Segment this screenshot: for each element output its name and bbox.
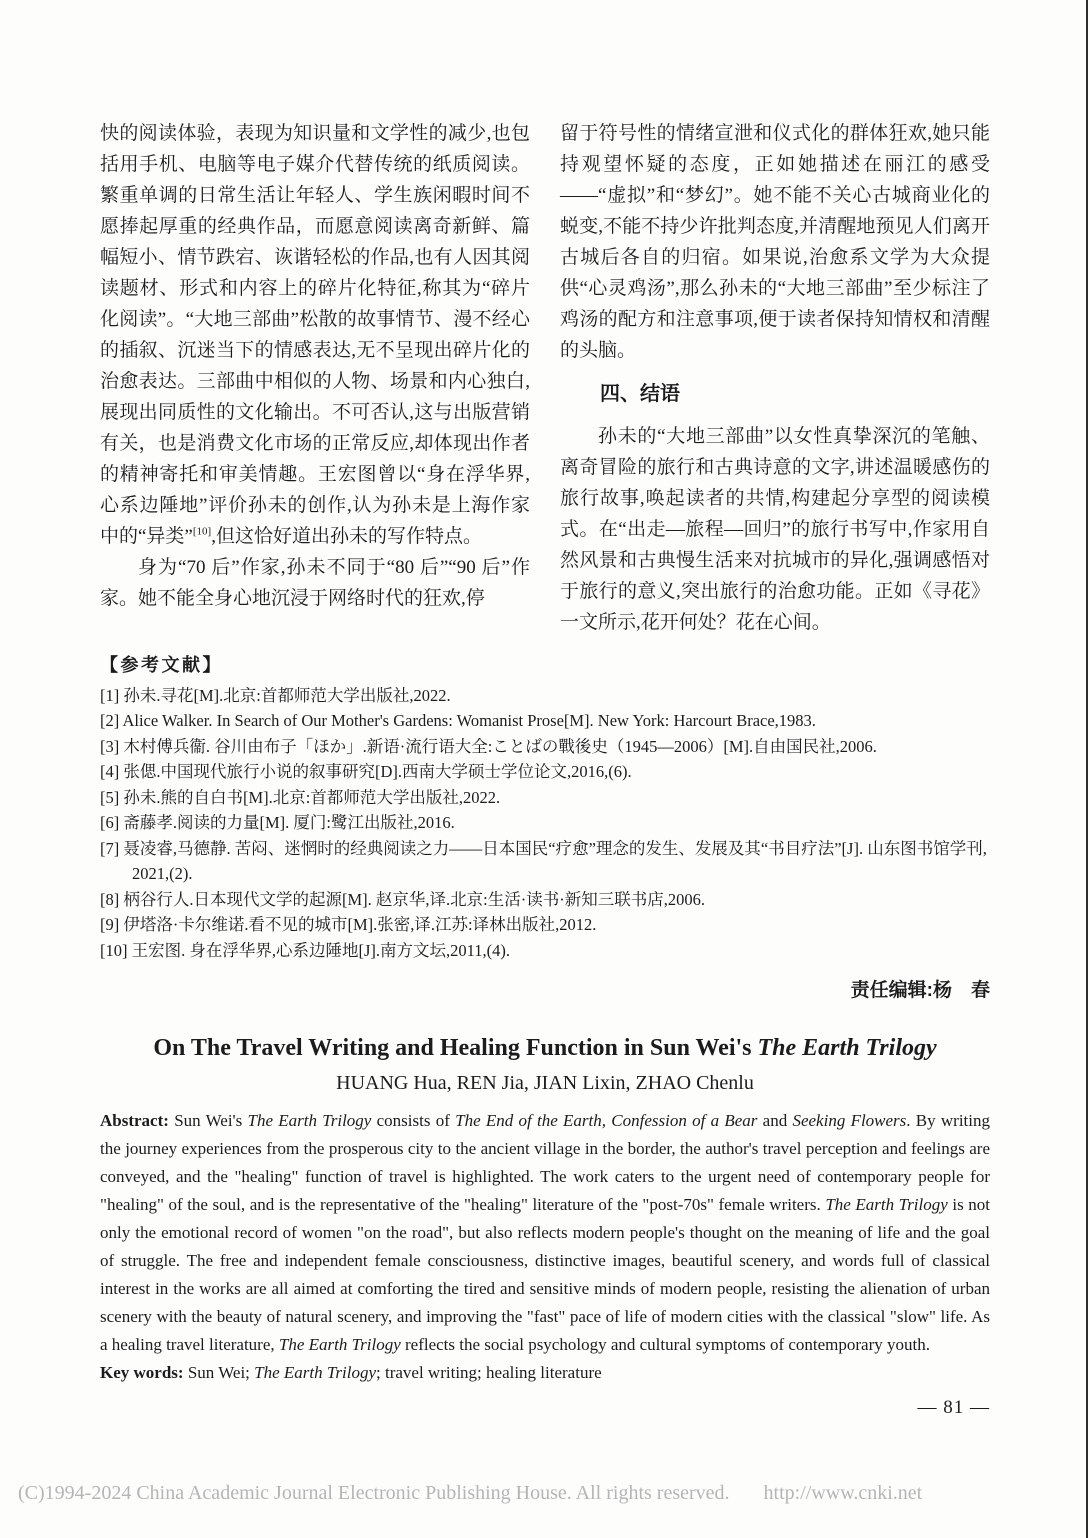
body-paragraph: 身为“70 后”作家,孙未不同于“80 后”“90 后”作家。她不能全身心地沉浸于网络时代的狂欢,停 <box>100 557 530 609</box>
body-paragraph: 留于符号性的情绪宣泄和仪式化的群体狂欢,她只能持观望怀疑的态度，正如她描述在丽江的感受——“虚拟”和“梦幻”。她不能不关心古城商业化的蜕变,不能不持少许批判态度,并清醒地预见人们离开古城后各自的归宿。如果说,治愈系文学为大众提供“心灵鸡汤”,那么孙未的“大地三部曲”至少标注了鸡汤的配方和注意事项,便于读者保持知情权和清醒的头脑。 <box>560 123 990 361</box>
english-keywords: Key words: Sun Wei; The Earth Trilogy; travel writing; healing literature <box>100 1363 602 1382</box>
reference-item: [2] Alice Walker. In Search of Our Mother's Gardens: Womanist Prose[M]. New York: Harcourt Brace,1983. <box>100 711 816 730</box>
english-title: On The Travel Writing and Healing Function in Sun Wei's The Earth Trilogy <box>153 1035 937 1061</box>
reference-item: [6] 斋藤孝.阅读的力量[M]. 厦门:鹭江出版社,2016. <box>100 813 455 832</box>
body-paragraph: 快的阅读体验，表现为知识量和文学性的减少,也包括用手机、电脑等电子媒介代替传统的纸质阅读。繁重单调的日常生活让年轻人、学生族闲暇时间不愿捧起厚重的经典作品，而愿意阅读离奇新鲜、篇幅短小、情节跌宕、诙谐轻松的作品,也有人因其阅读题材、形式和内容上的碎片化特征,称其为“碎片化阅读”。“大地三部曲”松散的故事情节、漫不经心的插叙、沉迷当下的情感表达,无不呈现出碎片化的治愈表达。三部曲中相似的人物、场景和内心独白,展现出同质性的文化输出。不可否认,这与出版营销有关，也是消费文化市场的正常反应,却体现出作者的精神寄托和审美情趣。王宏图曾以“身在浮华界,心系边陲地”评价孙未的创作,认为孙未是上海作家中的“异类”[10],但这恰好道出孙未的写作特点。 <box>100 123 530 547</box>
reference-item: [1] 孙未.寻花[M].北京:首都师范大学出版社,2022. <box>100 685 451 705</box>
reference-item: [9] 伊塔洛·卡尔维诺.看不见的城市[M].张密,译.江苏:译林出版社,2012. <box>100 915 597 934</box>
page-footer <box>18 1482 1072 1505</box>
reference-item: [4] 张偲.中国现代旅行小说的叙事研究[D].西南大学硕士学位论文,2016,(6). <box>100 762 632 781</box>
page-content <box>100 118 990 1419</box>
references-section <box>100 653 990 963</box>
english-authors: HUANG Hua, REN Jia, JIAN Lixin, ZHAO Chenlu <box>336 1072 754 1094</box>
page-number: — 81 — <box>917 1397 990 1418</box>
reference-item: [8] 柄谷行人.日本现代文学的起源[M]. 赵京华,译.北京:生活·读书·新知三联书店,2006. <box>100 889 705 909</box>
footer-copyright: (C)1994-2024 China Academic Journal Electronic Publishing House. All rights reserved. <box>18 1482 730 1504</box>
references-heading: 【参考文献】 <box>100 655 223 675</box>
right-column <box>560 118 990 638</box>
reference-item: [5] 孙未.熊的自白书[M].北京:首都师范大学出版社,2022. <box>100 787 501 807</box>
body-columns <box>100 118 990 638</box>
english-abstract: Abstract: Sun Wei's The Earth Trilogy consists of The End of the Earth, Confession of a Bear and Seeking Flowers. By writing the journey experiences from the prosperous city to the ancient village in the border, the author's travel perception and feelings are conveyed, and the "healing" function of travel is highlighted. The work caters to the urgent need of contemporary people for "healing" of the soul, and is the representative of the "healing" literature of the "post-70s" female writers. The Earth Trilogy is not only the emotional record of women "on the road", but also reflects modern people's thought on the meaning of life and the goal of struggle. The free and independent female consciousness, distinctive images, beautiful scenery, and words full of classical interest in the works are all aimed at comforting the tired and sensitive minds of modern people, resisting the alienation of urban scenery with the beauty of natural scenery, and improving the "fast" pace of life of modern cities with the classical "slow" life. As a healing travel literature, The Earth Trilogy reflects the social psychology and cultural symptoms of contemporary youth. <box>100 1111 991 1354</box>
section-heading: 四、结语 <box>600 383 680 405</box>
page-edge-line <box>1086 0 1088 1538</box>
reference-item: [3] 木村傅兵衞. 谷川由布子「ほか」.新语·流行语大全:ことばの戰後史（1945—2006）[M].自由国民社,2006. <box>100 736 877 756</box>
editor-note: 责任编辑:杨 春 <box>850 980 990 1001</box>
footer-url: http://www.cnki.net <box>763 1482 923 1504</box>
reference-item: [7] 聂凌睿,马德静. 苦闷、迷惘时的经典阅读之力——日本国民“疗愈”理念的发生、发展及其“书目疗法”[J]. 山东图书馆学刊, 2021,(2). <box>100 838 987 883</box>
body-paragraph: 孙未的“大地三部曲”以女性真挚深沉的笔触、离奇冒险的旅行和古典诗意的文字,讲述温暖感伤的旅行故事,唤起读者的共情,构建起分享型的阅读模式。在“出走—旅程—回归”的旅行书写中,作家用自然风景和古典慢生活来对抗城市的异化,强调感悟对于旅行的意义,突出旅行的治愈功能。正如《寻花》一文所示,花开何处？花在心间。 <box>560 426 990 633</box>
left-column <box>100 118 530 638</box>
english-section <box>100 1032 990 1387</box>
reference-item: [10] 王宏图. 身在浮华界,心系边陲地[J].南方文坛,2011,(4). <box>100 940 511 960</box>
